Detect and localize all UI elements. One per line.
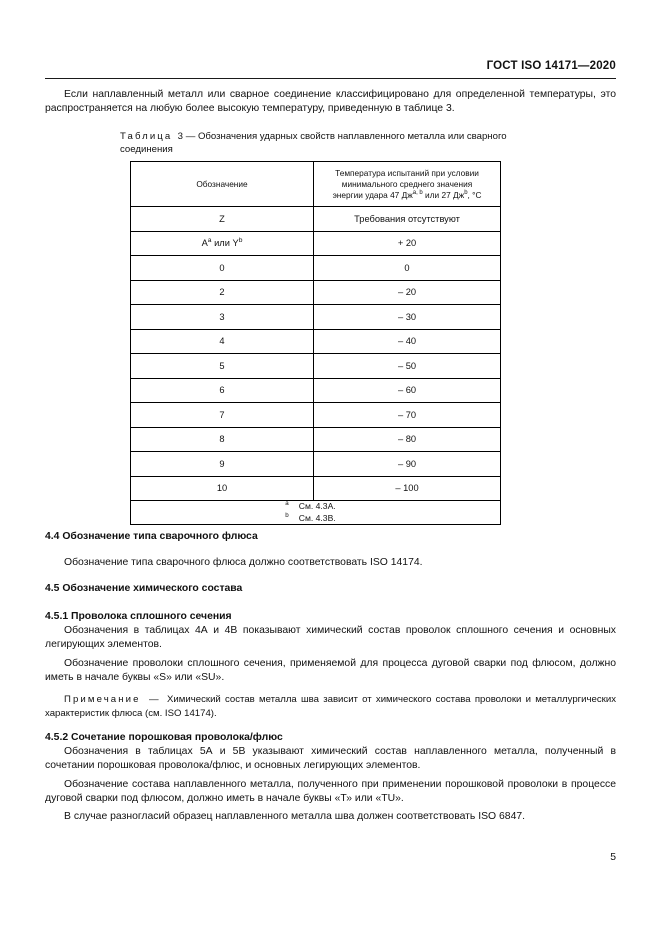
- table3-caption: [120, 130, 520, 156]
- cell-designation: 8: [131, 427, 314, 452]
- table3-caption-dash: —: [185, 131, 196, 142]
- header-footnote-ref-ab: a, b: [412, 189, 423, 196]
- cell-temperature: – 30: [314, 305, 501, 330]
- header-line-3c: , °С: [467, 189, 482, 200]
- note-label: Примечание: [64, 694, 141, 706]
- column-header-designation: Обозначение: [131, 162, 314, 207]
- note-dash: —: [148, 694, 159, 706]
- section-4-5-2-paragraph-3: В случае разногласий образец наплавленного металла шва должен соответствовать ISO 6847.: [64, 811, 526, 823]
- header-footnote-ref-b: b: [464, 189, 468, 196]
- section-4-5-2-paragraph-2: Обозначение состава наплавленного металла, полученного при применении порошковой проволоки в процессе дуговой сварки под флюсом, должно иметь в начале буквы «Т» или «ТU».: [45, 778, 616, 804]
- footnote-a: [131, 501, 500, 513]
- footnote-marker-b: b: [285, 511, 289, 519]
- designation-a: A: [201, 238, 208, 249]
- cell-designation: 2: [131, 280, 314, 305]
- header-line-2: минимального среднего значения: [341, 178, 473, 189]
- section-4-5-1-paragraph-1: Обозначения в таблицах 4А и 4В показывают химический состав проволок сплошного сечения и основных легирующих элементов.: [45, 625, 616, 651]
- cell-temperature: – 70: [314, 403, 501, 428]
- table-row: [131, 354, 501, 379]
- cell-designation: 6: [131, 378, 314, 403]
- cell-designation: 0: [131, 256, 314, 281]
- footnote-b: [131, 513, 500, 525]
- table-row: [131, 231, 501, 256]
- cell-designation: Z: [131, 207, 314, 232]
- table3-footnotes: [131, 501, 501, 525]
- cell-designation: 3: [131, 305, 314, 330]
- column-header-temperature: [314, 162, 501, 207]
- intro-block: [45, 88, 616, 116]
- footnote-ref-a: a: [207, 237, 212, 245]
- cell-temperature: – 90: [314, 452, 501, 477]
- designation-or: или Y: [211, 238, 239, 249]
- section-4-4-paragraph: Обозначение типа сварочного флюса должно соответствовать ISO 14174.: [64, 557, 423, 568]
- cell-temperature: – 80: [314, 427, 501, 452]
- cell-designation: 10: [131, 476, 314, 501]
- table-row: [131, 329, 501, 354]
- page-number: 5: [610, 852, 616, 863]
- header-line-3b: или 27 Дж: [422, 189, 465, 200]
- cell-designation: 5: [131, 354, 314, 379]
- cell-designation: 4: [131, 329, 314, 354]
- cell-temperature: 0: [314, 256, 501, 281]
- table3-wrapper: [130, 161, 500, 525]
- footnote-marker-a: a: [285, 500, 289, 508]
- section-heading-4-5-2: 4.5.2 Сочетание порошковая проволока/флюс: [45, 732, 283, 744]
- intro-paragraph: Если наплавленный металл или сварное соединение классифицировано для определенной температуры, это распространяется на любую более высокую температуру, приведенную в таблице 3.: [45, 89, 616, 115]
- section-4-5-1-note: [45, 693, 616, 720]
- header-line-1: Температура испытаний при условии: [335, 167, 479, 178]
- table-row: [131, 427, 501, 452]
- cell-temperature: – 60: [314, 378, 501, 403]
- table3-caption-number: 3: [177, 131, 184, 142]
- section-heading-4-5: 4.5 Обозначение химического состава: [45, 583, 243, 595]
- footnote-ref-b: b: [238, 237, 243, 245]
- table-row: [131, 207, 501, 232]
- table-row: [131, 403, 501, 428]
- section-heading-4-4: 4.4 Обозначение типа сварочного флюса: [45, 531, 258, 542]
- table3-caption-text: Обозначения ударных свойств наплавленного металла или сварного соединения: [120, 131, 507, 155]
- cell-designation: 9: [131, 452, 314, 477]
- footnote-text-b: См. 4.3В.: [298, 512, 336, 523]
- lower-content: [45, 530, 616, 824]
- header-rule: [45, 78, 616, 79]
- table-footnotes-row: [131, 501, 501, 525]
- document-header-title: ГОСТ ISO 14171—2020: [486, 60, 616, 72]
- cell-temperature: – 100: [314, 476, 501, 501]
- table3-body: [131, 207, 501, 525]
- table3: [130, 161, 501, 525]
- table-row: [131, 476, 501, 501]
- table-row: [131, 452, 501, 477]
- cell-designation: 7: [131, 403, 314, 428]
- table-row: [131, 305, 501, 330]
- cell-designation: [131, 231, 314, 256]
- table-row: [131, 378, 501, 403]
- cell-temperature: – 40: [314, 329, 501, 354]
- table-header-row: [131, 162, 501, 207]
- section-4-5-2-paragraph-1: Обозначения в таблицах 5А и 5В указывают химический состав наплавленного металла, полученный в сочетании порошковая проволока/флюс, и основных легирующих элементов.: [45, 746, 616, 772]
- section-4-5-1-paragraph-2: Обозначение проволоки сплошного сечения, применяемой для процесса дуговой сварки под флюсом, должно иметь в начале буквы «S» или «SU».: [45, 657, 616, 683]
- cell-temperature: + 20: [314, 231, 501, 256]
- header-line-3a: энергии удара 47 Дж: [332, 189, 413, 200]
- table-row: [131, 280, 501, 305]
- cell-temperature: – 20: [314, 280, 501, 305]
- note-text: Химический состав металла шва зависит от химического состава проволоки и металлургических характеристик флюса (см. ISO 14174).: [45, 694, 617, 719]
- cell-temperature: Требования отсутствуют: [314, 207, 501, 232]
- section-heading-4-5-1: 4.5.1 Проволока сплошного сечения: [45, 611, 232, 623]
- cell-temperature: – 50: [314, 354, 501, 379]
- table-row: [131, 256, 501, 281]
- footnote-text-a: См. 4.3А.: [298, 501, 336, 511]
- table3-caption-label: Таблица: [120, 131, 173, 142]
